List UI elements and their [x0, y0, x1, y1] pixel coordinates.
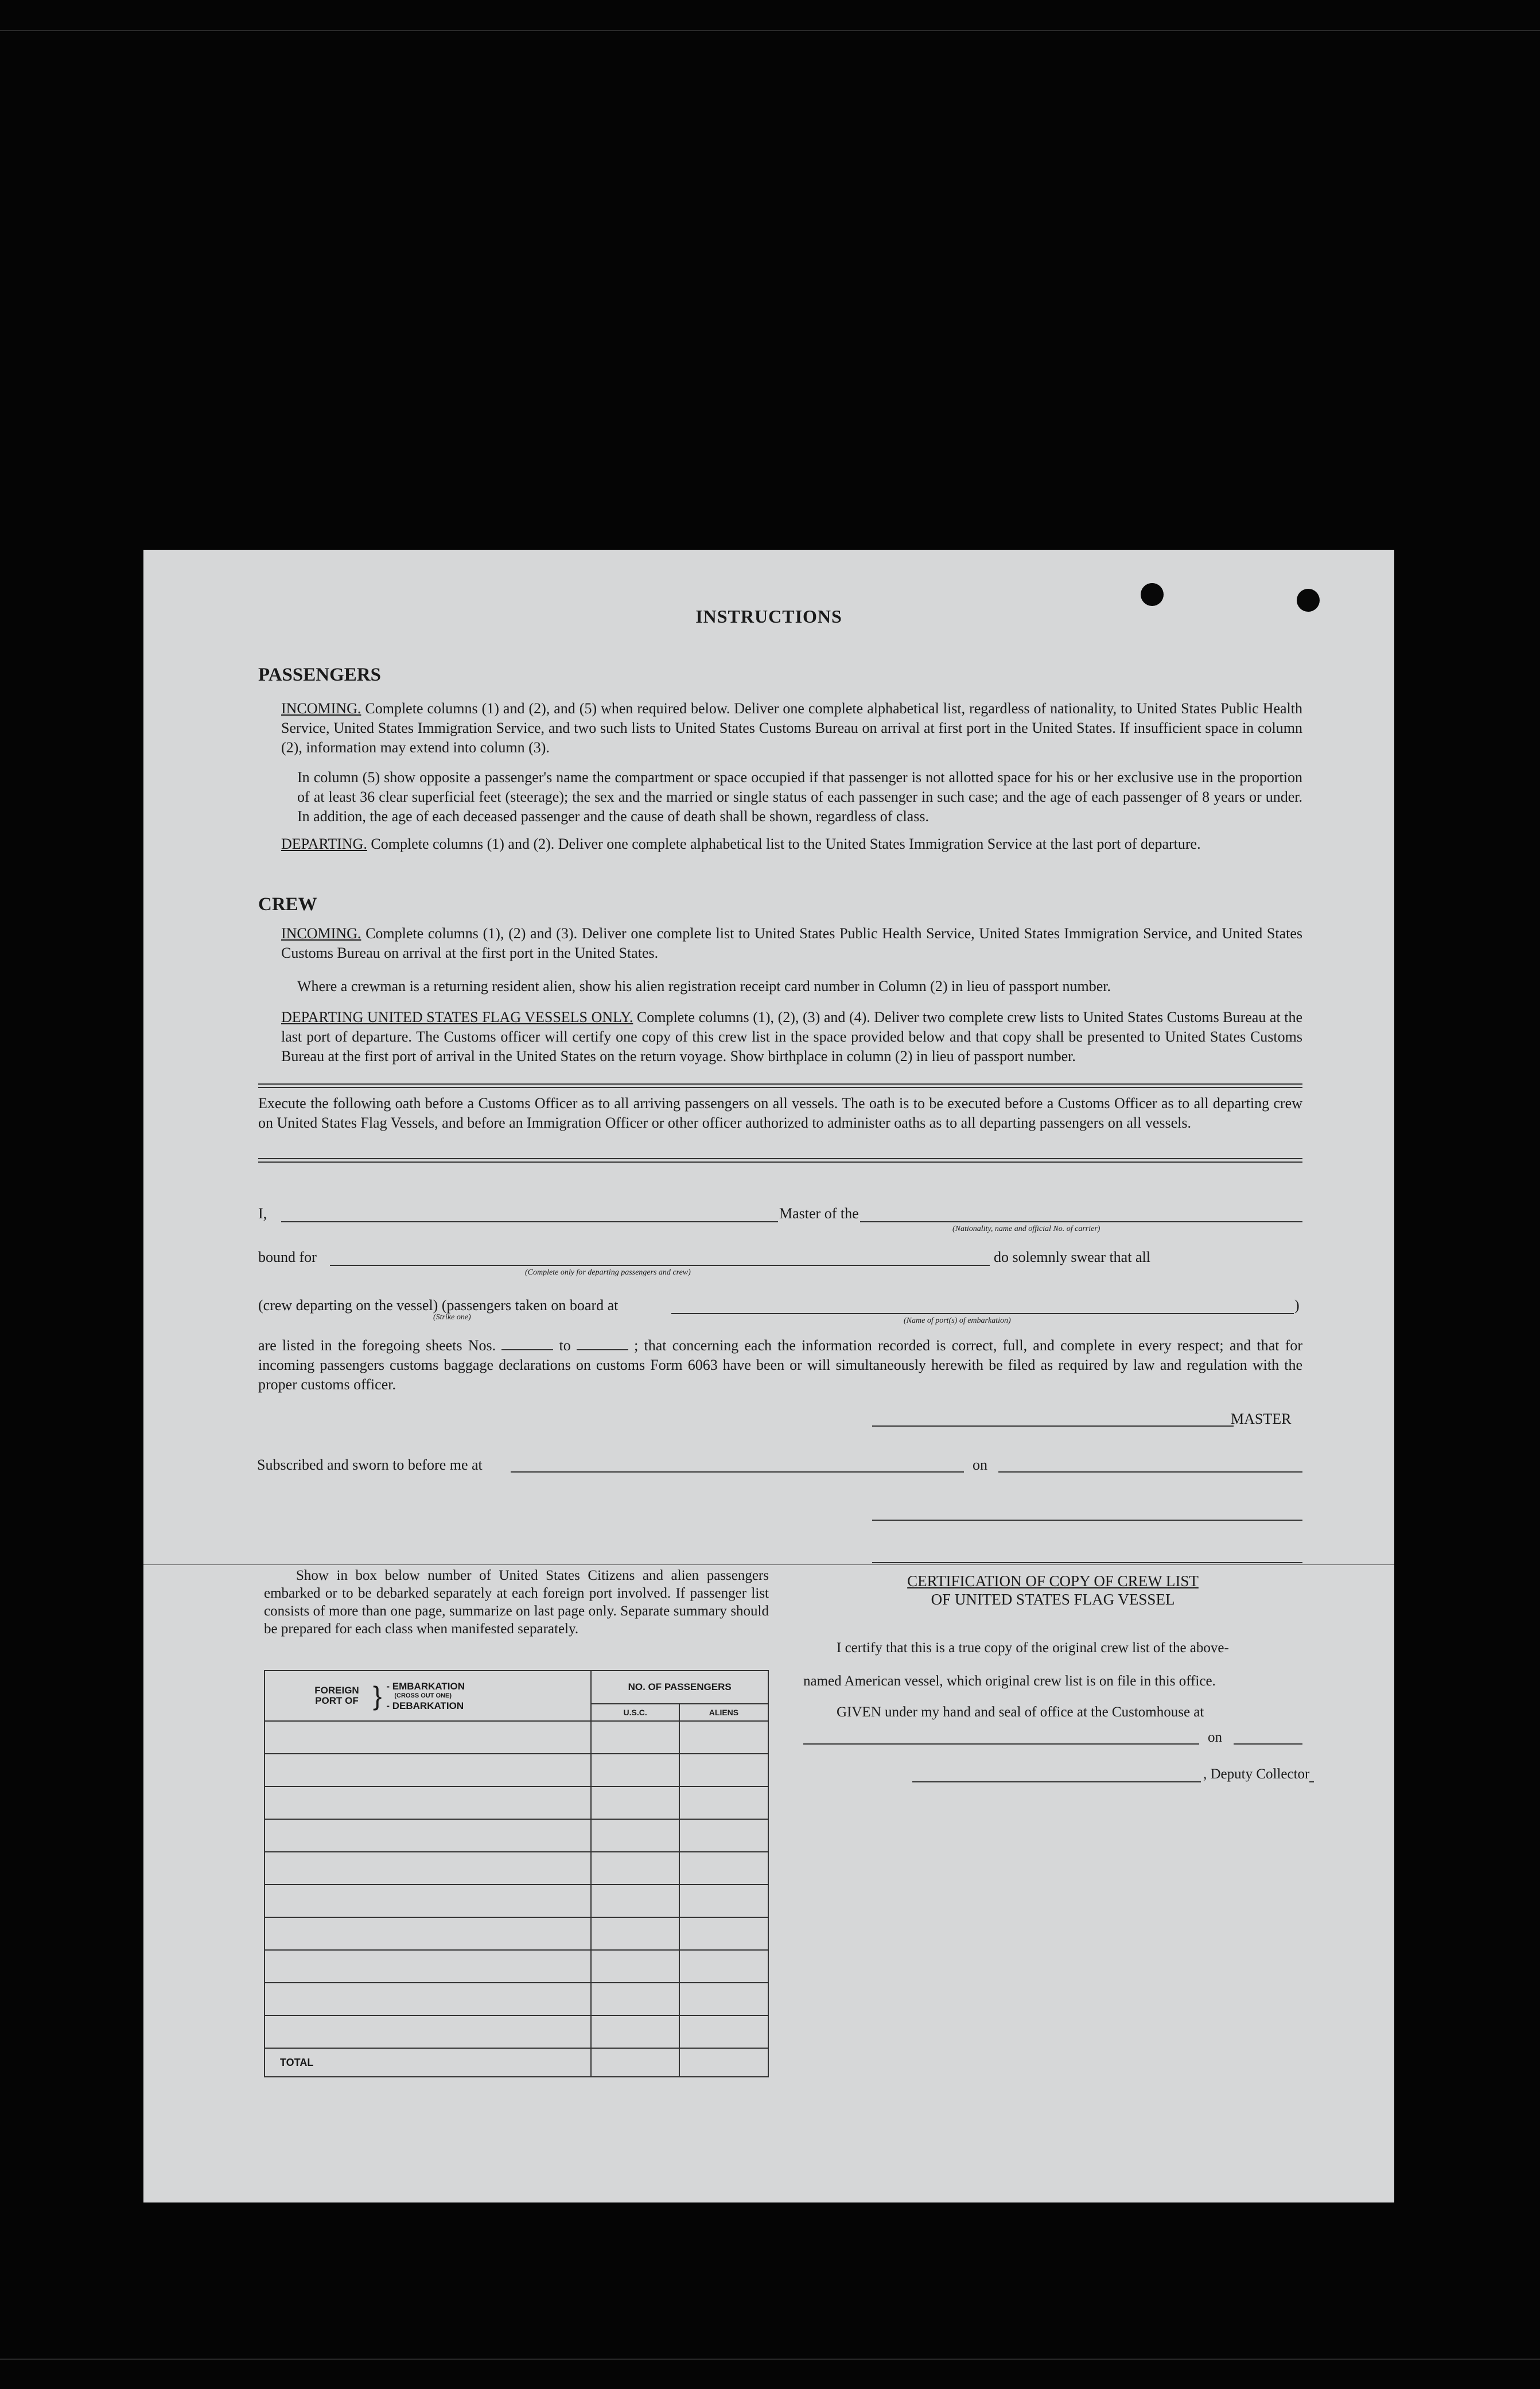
summary-usc-cell[interactable]: [591, 1786, 679, 1819]
summary-row: [265, 1786, 768, 1819]
sworn-on-label: on: [973, 1456, 987, 1473]
summary-aliens-cell[interactable]: [679, 1721, 768, 1754]
summary-total-row: [265, 2048, 768, 2077]
listed-text-a: are listed in the foregoing sheets Nos.: [258, 1337, 496, 1354]
summary-usc-cell[interactable]: [591, 1721, 679, 1754]
summary-aliens-cell[interactable]: [679, 1917, 768, 1950]
summary-aliens-cell[interactable]: [679, 1819, 768, 1852]
master-of-label: Master of the: [779, 1205, 859, 1222]
summary-total-label: TOTAL: [265, 2048, 591, 2077]
summary-row: [265, 1950, 768, 1983]
summary-aliens-cell[interactable]: [679, 1950, 768, 1983]
summary-row: [265, 1885, 768, 1917]
page-title: INSTRUCTIONS: [695, 606, 842, 627]
crew-returning-paragraph: Where a crewman is a returning resident alien, show his alien registration receipt card number in Column (2) in lieu of passport number.: [297, 978, 1111, 995]
summary-row: [265, 1754, 768, 1786]
document-page: [143, 550, 1394, 2202]
passenger-summary-table: [264, 1670, 769, 2077]
listed-text-b: ; that concerning each the information recorded is correct, full, and complete in every respect; and that for incoming passengers customs baggage declarations on customs Form 6063 have been or will simultaneously herewith be filed as required by law and regulation with the proper customs officer.: [258, 1337, 1303, 1393]
summary-port-cell[interactable]: [265, 1950, 591, 1983]
summary-aliens-cell[interactable]: [679, 1754, 768, 1786]
summary-aliens-cell[interactable]: [679, 2015, 768, 2048]
summary-usc-cell[interactable]: [591, 1950, 679, 1983]
summary-port-cell[interactable]: [265, 1983, 591, 2015]
summary-aliens-cell[interactable]: [679, 1983, 768, 2015]
summary-total-aliens[interactable]: [679, 2048, 768, 2077]
top-scan-line: [0, 30, 1540, 31]
summary-row: [265, 1852, 768, 1885]
oath-i-label: I,: [258, 1205, 267, 1222]
summary-port-cell[interactable]: [265, 1917, 591, 1950]
vessel-field-hint: (Nationality, name and official No. of carrier): [952, 1225, 1100, 1233]
bound-for-field[interactable]: [330, 1265, 990, 1266]
crew-departing-text: (crew departing on the vessel) (passengers taken on board at: [258, 1297, 619, 1314]
sworn-place-field[interactable]: [511, 1471, 964, 1473]
summary-port-cell[interactable]: [265, 1885, 591, 1917]
embarkation-port-hint: (Name of port(s) of embarkation): [904, 1316, 1011, 1325]
certification-title-2: OF UNITED STATES FLAG VESSEL: [931, 1591, 1175, 1608]
passengers-column5-paragraph: In column (5) show opposite a passenger's name the compartment or space occupied if that passenger is not allotted space for his or her exclusive use in the proportion of at least 36 clear superficial feet (steerage); the sex and the married or single status of each passenger in such case; and the age of each passenger of 8 years or under. In addition, the age of each deceased passenger and the cause of death shall be shown, regardless of class.: [297, 769, 1302, 825]
summary-row: [265, 1721, 768, 1754]
section-rule-top: [258, 1083, 1302, 1088]
master-signature-label: MASTER: [1231, 1411, 1292, 1427]
summary-usc-cell[interactable]: [591, 1754, 679, 1786]
summary-col-port: FOREIGN PORT OF: [314, 1685, 359, 1706]
summary-row: [265, 1819, 768, 1852]
passengers-incoming-text: Complete columns (1) and (2), and (5) when required below. Deliver one complete alphabetical list, regardless of nationality, to United States Public Health Service, United States Immigration Service, and two such lists to United States Customs Bureau on arrival at first port in the United States. If insufficient space in column (2), information may extend into column (3).: [281, 700, 1302, 756]
passengers-incoming-paragraph: [281, 699, 1302, 758]
summary-row: [265, 2015, 768, 2048]
crew-incoming-label: INCOMING.: [281, 925, 361, 942]
passengers-departing-text: Complete columns (1) and (2). Deliver one complete alphabetical list to the United States Immigration Service at the last port of departure.: [371, 836, 1201, 852]
certification-on-label: on: [1208, 1730, 1222, 1745]
summary-debarkation: - DEBARKATION: [386, 1700, 464, 1711]
summary-usc-cell[interactable]: [591, 1983, 679, 2015]
certification-line-3: GIVEN under my hand and seal of office at the Customhouse at: [837, 1704, 1204, 1720]
summary-usc-cell[interactable]: [591, 1917, 679, 1950]
swear-text: do solemnly swear that all: [994, 1249, 1150, 1265]
bound-for-label: bound for: [258, 1249, 317, 1265]
summary-divider: [143, 1564, 1394, 1565]
summary-port-cell[interactable]: [265, 1721, 591, 1754]
summary-cross-out: (CROSS OUT ONE): [394, 1692, 452, 1699]
crew-departing-label: DEPARTING UNITED STATES FLAG VESSELS ONLY.: [281, 1009, 633, 1025]
summary-row: [265, 1917, 768, 1950]
crew-incoming-paragraph: [281, 924, 1302, 963]
summary-total-usc[interactable]: [591, 2048, 679, 2077]
summary-usc-cell[interactable]: [591, 1819, 679, 1852]
summary-aliens-cell[interactable]: [679, 1852, 768, 1885]
summary-row: [265, 1983, 768, 2015]
summary-port-header: [265, 1671, 591, 1721]
vessel-field[interactable]: [872, 1221, 1302, 1222]
bottom-scan-line: [0, 2359, 1540, 2360]
summary-brace: }: [373, 1681, 382, 1711]
master-signature-field[interactable]: [872, 1425, 1234, 1427]
summary-embarkation: - EMBARKATION: [386, 1680, 465, 1692]
summary-usc-cell[interactable]: [591, 2015, 679, 2048]
passengers-departing-paragraph: [281, 834, 1302, 854]
officer-signature-field-2[interactable]: [872, 1562, 1302, 1563]
sworn-date-field[interactable]: [998, 1471, 1302, 1473]
deputy-collector-label: , Deputy Collector: [1201, 1766, 1309, 1782]
summary-col-usc: U.S.C.: [591, 1704, 679, 1721]
passengers-incoming-label: INCOMING.: [281, 700, 361, 717]
certification-line-1: I certify that this is a true copy of the original crew list of the above-: [837, 1640, 1229, 1656]
sheet-from-field[interactable]: [501, 1338, 553, 1350]
passengers-departing-label: DEPARTING.: [281, 836, 367, 852]
officer-signature-field-1[interactable]: [872, 1520, 1302, 1521]
bound-for-hint: (Complete only for departing passengers and crew): [525, 1268, 691, 1277]
summary-aliens-cell[interactable]: [679, 1786, 768, 1819]
listed-paragraph: [258, 1336, 1302, 1394]
summary-port-cell[interactable]: [265, 1819, 591, 1852]
strike-one-hint: (Strike one): [433, 1313, 471, 1322]
certification-line-2: named American vessel, which original crew list is on file in this office.: [803, 1673, 1216, 1689]
listed-to-label: to: [559, 1337, 571, 1354]
crew-incoming-text: Complete columns (1), (2) and (3). Deliver one complete list to United States Public Health Service, United States Immigration Service, and United States Customs Bureau on arrival at the first port in the United States.: [281, 925, 1302, 961]
certification-title-1: CERTIFICATION OF COPY OF CREW LIST: [907, 1572, 1199, 1590]
summary-aliens-cell[interactable]: [679, 1885, 768, 1917]
sheet-to-field[interactable]: [577, 1338, 628, 1350]
summary-col-passengers: NO. OF PASSENGERS: [591, 1671, 768, 1704]
crew-departing-text: Complete columns (1), (2), (3) and (4). Deliver two complete crew lists to United States Customs Bureau at the last port of departure. The Customs officer will certify one copy of this crew list in the space provided below and that copy shall be presented to United States Customs Bureau at the first port of arrival in the United States on the return voyage. Show birthplace in column (2) in lieu of passport number.: [281, 1009, 1303, 1065]
subscribed-label: Subscribed and sworn to before me at: [257, 1456, 483, 1473]
summary-col-aliens: ALIENS: [679, 1704, 768, 1721]
summary-usc-cell[interactable]: [591, 1852, 679, 1885]
summary-instructions: Show in box below number of United States Citizens and alien passengers embarked or to be debarked separately at each foreign port involved. If passenger list consists of more than one page, summarize on last page only. Separate summary should be prepared for each class when manifested separately.: [264, 1568, 769, 1637]
summary-port-cell[interactable]: [265, 1786, 591, 1819]
embarkation-port-field[interactable]: [671, 1313, 1294, 1314]
summary-port-cell[interactable]: [265, 2015, 591, 2048]
summary-usc-cell[interactable]: [591, 1885, 679, 1917]
passengers-heading: PASSENGERS: [258, 665, 381, 685]
summary-port-cell[interactable]: [265, 1754, 591, 1786]
punch-hole-left: [1141, 583, 1164, 606]
section-rule-bottom: [258, 1158, 1302, 1163]
close-paren: ): [1294, 1297, 1300, 1314]
summary-port-cell[interactable]: [265, 1852, 591, 1885]
oath-intro: Execute the following oath before a Customs Officer as to all arriving passengers on all vessels. The oath is to be executed before a Customs Officer as to all departing crew on United States Flag Vessels, and before an Immigration Officer or other officer authorized to administer oaths as to all departing passengers on all vessels.: [258, 1095, 1302, 1131]
crew-heading: CREW: [258, 894, 317, 915]
crew-departing-paragraph: [281, 1008, 1302, 1066]
certification-date-field[interactable]: [1234, 1743, 1302, 1745]
customhouse-field[interactable]: [803, 1743, 1199, 1745]
